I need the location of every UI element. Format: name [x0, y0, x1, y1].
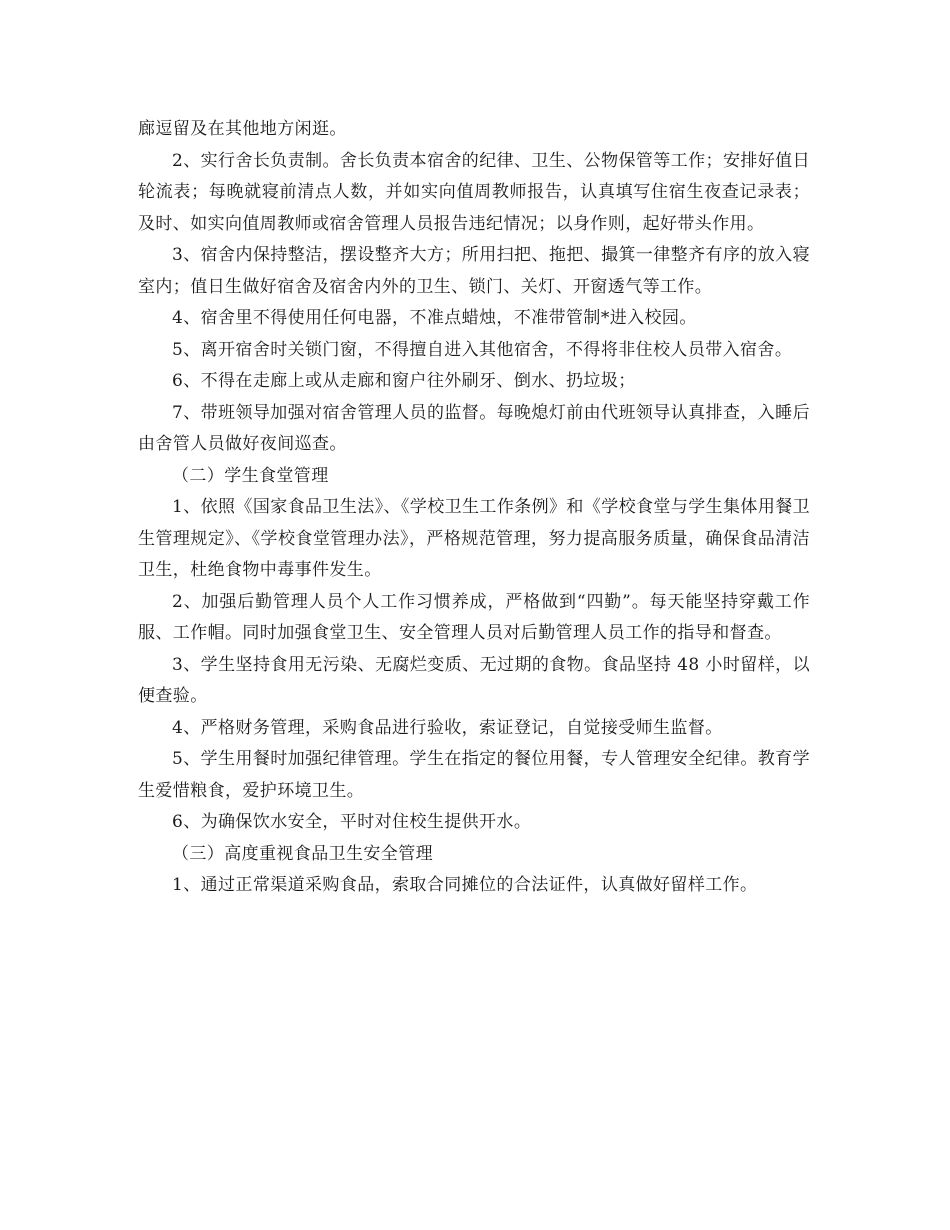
paragraph-canteen-rule-6: 6、为确保饮水安全，平时对住校生提供开水。 — [172, 812, 532, 832]
paragraph-dorm-rule-6: 6、不得在走廊上或从走廊和窗户往外刷牙、倒水、扔垃圾； — [172, 371, 636, 391]
paragraph-canteen-rule-4: 4、严格财务管理，采购食品进行验收，索证登记，自觉接受师生监督。 — [172, 717, 723, 738]
paragraph-canteen-rule-2: 2、加强后勤管理人员个人工作习惯养成，严格做到“四勤”。每天能坚持穿戴工作服、工作帽。同时加强食堂卫生、安全管理人员对后勤管理人员工作的指导和督查。 — [138, 591, 810, 643]
paragraph-dorm-rule-4: 4、宿舍里不得使用任何电器，不准点蜡烛，不准带管制*进入校园。 — [172, 308, 697, 328]
paragraph-canteen-rule-1: 1、依照《国家食品卫生法》、《学校卫生工作条例》和《学校食堂与学生集体用餐卫生管理规定》、《学校食堂管理办法》，严格规范管理，努力提高服务质量，确保食品清洁卫生，杜绝食物中毒事件发生。 — [138, 497, 811, 580]
section-heading-canteen: （二）学生食堂管理 — [172, 465, 329, 486]
paragraph-dorm-rule-7: 7、带班领导加强对宿舍管理人员的监督。每晚熄灯前由代班领导认真排查，入睡后由舍管人员做好夜间巡查。 — [138, 402, 810, 454]
paragraph-canteen-rule-3: 3、学生坚持食用无污染、无腐烂变质、无过期的食物。食品坚持 48 小时留样，以便查验。 — [138, 654, 810, 706]
paragraph-continuation: 廊逗留及在其他地方闲逛。 — [138, 119, 347, 139]
paragraph-dorm-rule-3: 3、宿舍内保持整洁，摆设整齐大方；所用扫把、拖把、撮箕一律整齐有序的放入寝室内；值日生做好宿舍及宿舍内外的卫生、锁门、关灯、开窗透气等工作。 — [138, 245, 810, 297]
paragraph-dorm-rule-5: 5、离开宿舍时关锁门窗，不得擅自进入其他宿舍，不得将非住校人员带入宿舍。 — [172, 339, 793, 360]
paragraph-food-safety-rule-1: 1、通过正常渠道采购食品，索取合同摊位的合法证件，认真做好留样工作。 — [172, 875, 758, 895]
document-body — [138, 114, 810, 902]
section-heading-food-safety: （三）高度重视食品卫生安全管理 — [172, 843, 433, 864]
paragraph-dorm-rule-2: 2、实行舍长负责制。舍长负责本宿舍的纪律、卫生、公物保管等工作；安排好值日轮流表；每晚就寝前清点人数，并如实向值周教师报告，认真填写住宿生夜查记录表；及时、如实向值周教师或宿舍管理人员报告违纪情况；以身作则，起好带头作用。 — [138, 150, 810, 234]
paragraph-canteen-rule-5: 5、学生用餐时加强纪律管理。学生在指定的餐位用餐，专人管理安全纪律。教育学生爱惜粮食，爱护环境卫生。 — [138, 749, 810, 801]
